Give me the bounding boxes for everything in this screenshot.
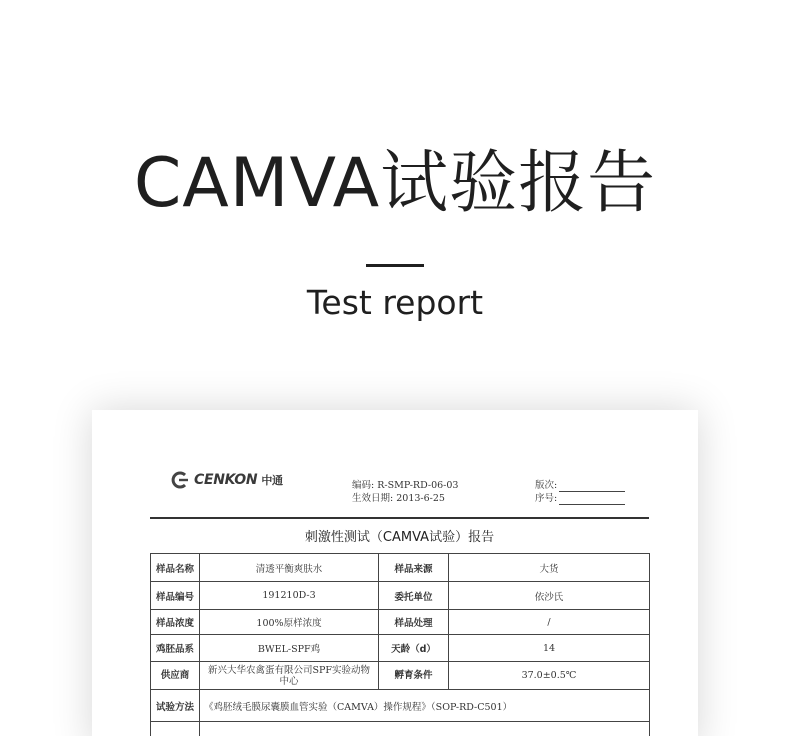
table-row <box>151 662 650 690</box>
version-blank <box>559 481 625 492</box>
row-label: 孵育条件 <box>379 662 449 690</box>
row-value: 清透平衡爽肤水 <box>200 554 379 582</box>
cenkon-c-logo-icon <box>170 471 190 489</box>
table-row <box>151 554 650 582</box>
code-label: 编码: <box>352 480 375 491</box>
company-logo <box>170 469 283 491</box>
row-value: 100%原样浓度 <box>200 610 379 635</box>
table-row <box>151 610 650 635</box>
hero-title: CAMVA试验报告 <box>133 144 657 223</box>
code-value: R-SMP-RD-06-03 <box>377 480 459 491</box>
row-label: 鸡胚品系 <box>151 635 200 662</box>
version-meta <box>535 479 625 505</box>
row-value: 新兴大华农禽蛋有限公司SPF实验动物中心 <box>200 662 379 690</box>
report-title: 刺激性测试（CAMVA试验）报告 <box>304 530 495 545</box>
hero-subtitle: Test report <box>306 283 484 322</box>
logo-brand-chinese: 中通 <box>261 474 283 487</box>
report-table <box>150 553 650 736</box>
row-label: 样品来源 <box>379 554 449 582</box>
table-row <box>151 582 650 610</box>
serial-label: 序号: <box>535 493 558 504</box>
row-label: 供应商 <box>151 662 200 690</box>
effective-date-value: 2013-6-25 <box>396 493 445 504</box>
row-value: BWEL-SPF鸡 <box>200 635 379 662</box>
method-value: 《鸡胚绒毛膜尿囊膜血管实验（CAMVA）操作规程》（SOP-RD-C501） <box>200 690 650 722</box>
hero-divider <box>366 264 424 267</box>
row-value: / <box>449 610 650 635</box>
row-label: 样品浓度 <box>151 610 200 635</box>
row-label: 委托单位 <box>379 582 449 610</box>
row-label: 样品名称 <box>151 554 200 582</box>
row-value: 14 <box>449 635 650 662</box>
row-label: 样品编号 <box>151 582 200 610</box>
effective-date-label: 生效日期: <box>352 493 394 504</box>
document-meta <box>352 479 458 505</box>
row-value: 依沙氏 <box>449 582 650 610</box>
logo-brand-latin: CENKON <box>194 472 258 488</box>
version-label: 版次: <box>535 480 558 491</box>
row-label: 天龄（d） <box>379 635 449 662</box>
method-label: 试验方法 <box>151 690 200 722</box>
empty-cell <box>200 722 650 736</box>
table-row <box>151 690 650 722</box>
row-value: 37.0±0.5℃ <box>449 662 650 690</box>
row-value: 191210D-3 <box>200 582 379 610</box>
table-row <box>151 722 650 736</box>
header-rule <box>150 517 649 519</box>
row-value: 大货 <box>449 554 650 582</box>
row-label: 样品处理 <box>379 610 449 635</box>
table-row <box>151 635 650 662</box>
empty-cell <box>151 722 200 736</box>
serial-blank <box>559 494 625 505</box>
